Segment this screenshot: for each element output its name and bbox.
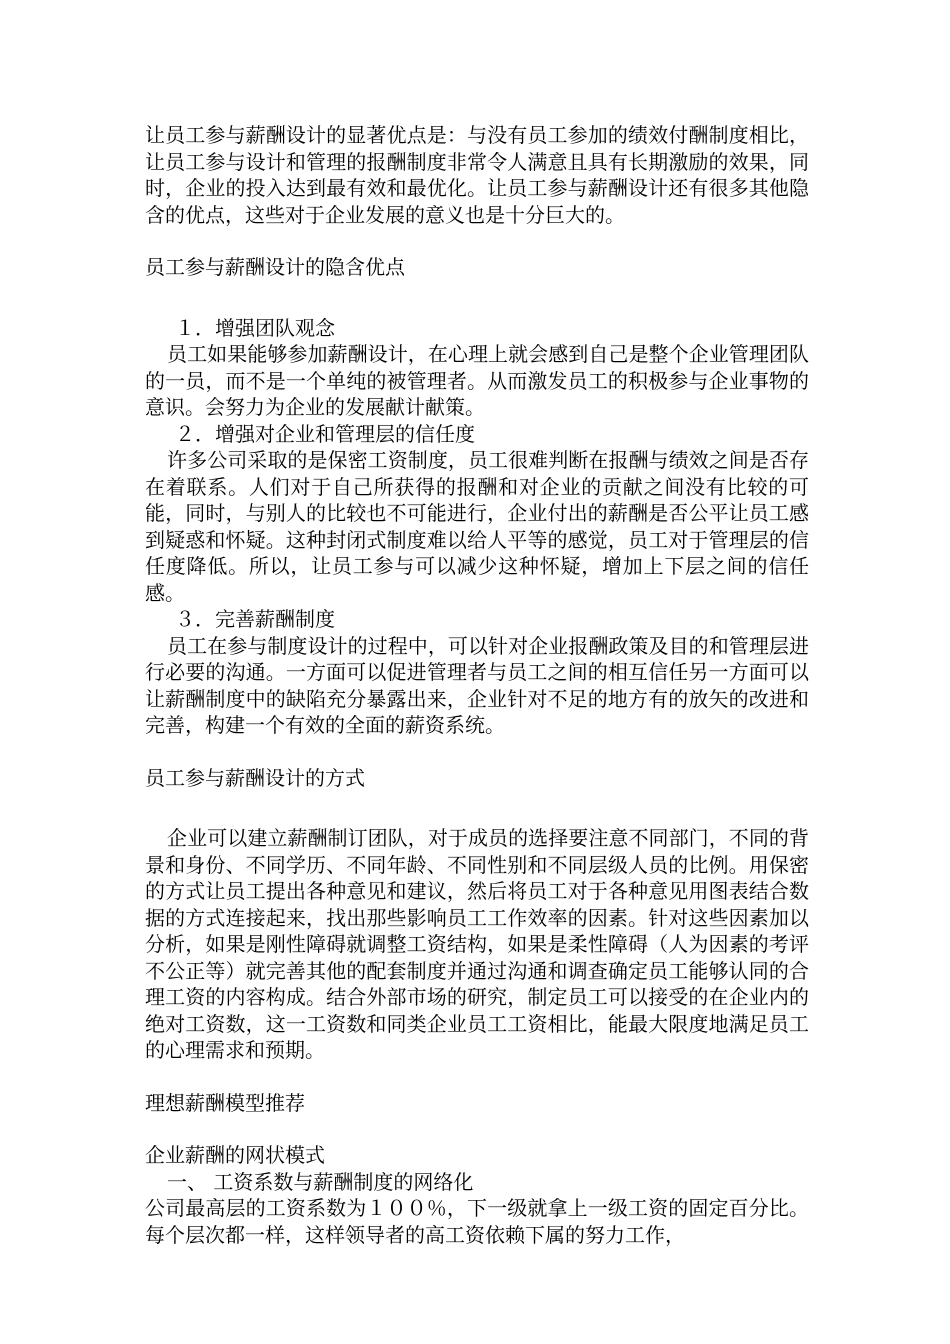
coefficient-paragraph: 公司最高层的工资系数为１００％，下一级就拿上一级工资的固定百分比。每个层次都一样，这样领导者的高工资依赖下属的努力工作， bbox=[145, 1196, 809, 1247]
intro-paragraph: 让员工参与薪酬设计的显著优点是：与没有员工参加的绩效付酬制度相比，让员工参与设计和管理的报酬制度非常令人满意且具有长期激励的效果，同时，企业的投入达到最有效和最优化。让员工参与薪酬设计还有很多其他隐含的优点，这些对于企业发展的意义也是十分巨大的。 bbox=[145, 123, 809, 227]
item-title-trust: ２．增强对企业和管理层的信任度 bbox=[175, 421, 475, 446]
item-title-improve: ３．完善薪酬制度 bbox=[175, 607, 335, 631]
document-page bbox=[145, 122, 809, 1248]
subsection-heading-coefficient: 一、 工资系数与薪酬制度的网络化 bbox=[167, 1169, 474, 1194]
section-heading-network-model: 企业薪酬的网状模式 bbox=[145, 1143, 325, 1167]
section-heading-methods: 员工参与薪酬设计的方式 bbox=[145, 765, 365, 790]
item-body-improve: 员工在参与制度设计的过程中，可以针对企业报酬政策及目的和管理层进行必要的沟通。一方面可以促进管理者与员工之间的相互信任另一方面可以让薪酬制度中的缺陷充分暴露出来，企业针对不足的地方有的放矢的改进和完善，构建一个有效的全面的薪资系统。 bbox=[145, 633, 809, 737]
item-body-trust: 许多公司采取的是保密工资制度，员工很难判断在报酬与绩效之间是否存在着联系。人们对于自己所获得的报酬和对企业的贡献之间没有比较的可能，同时，与别人的比较也不可能进行，企业付出的薪酬是否公平让员工感到疑惑和怀疑。这种封闭式制度难以给人平等的感觉，员工对于管理层的信任度降低。所以，让员工参与可以减少这种怀疑，增加上下层之间的信任感。 bbox=[145, 448, 809, 605]
item-title-team: １．增强团队观念 bbox=[175, 315, 335, 340]
methods-paragraph: 企业可以建立薪酬制订团队，对于成员的选择要注意不同部门，不同的背景和身份、不同学历、不同年龄、不同性别和不同层级人员的比例。用保密的方式让员工提出各种意见和建议，然后将员工对于各种意见用图表结合数据的方式连接起来，找出那些影响员工工作效率的因素。针对这些因素加以分析，如果是刚性障碍就调整工资结构，如果是柔性障碍（人为因素的考评不公正等）就完善其他的配套制度并通过沟通和调查确定员工能够认同的合理工资的内容构成。结合外部市场的研究，制定员工可以接受的在企业内的绝对工资数，这一工资数和同类企业员工工资相比，能最大限度地满足员工的心理需求和预期。 bbox=[145, 826, 809, 1062]
section-heading-ideal-model: 理想薪酬模型推荐 bbox=[145, 1090, 305, 1115]
section-heading-hidden-advantages: 员工参与薪酬设计的隐含优点 bbox=[145, 255, 405, 279]
item-body-team: 员工如果能够参加薪酬设计，在心理上就会感到自己是整个企业管理团队的一员，而不是一个单纯的被管理者。从而激发员工的积极参与企业事物的意识。会努力为企业的发展献计献策。 bbox=[145, 342, 809, 419]
